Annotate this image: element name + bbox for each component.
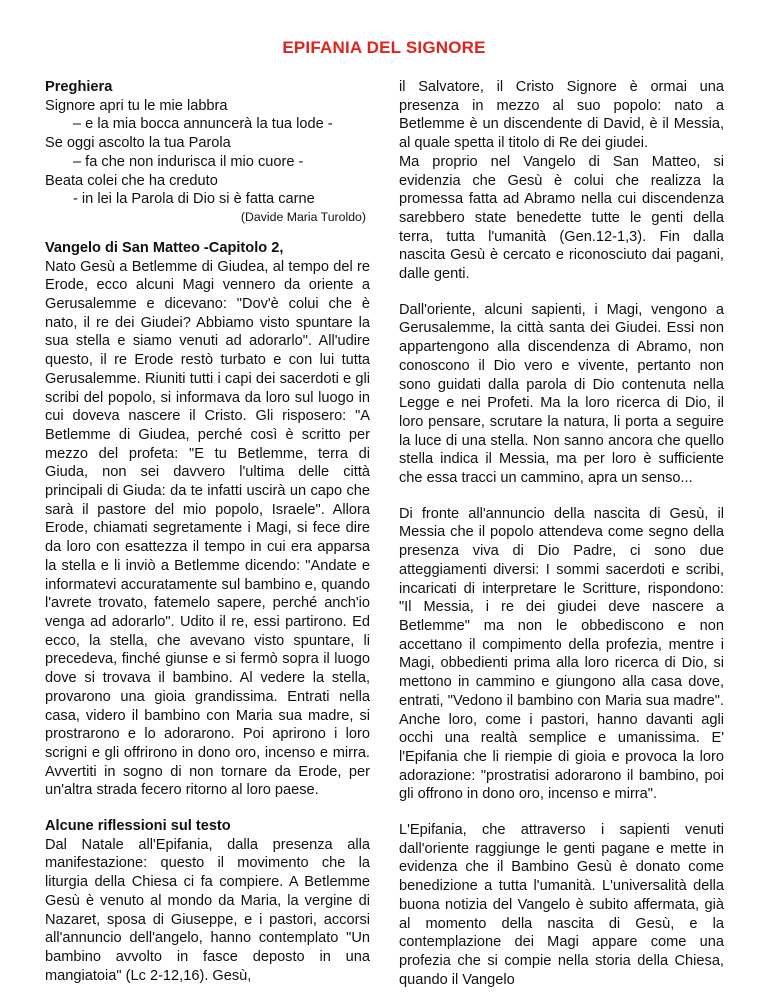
reflections-section [45,817,370,985]
right-column [399,78,724,989]
prayer-line: Signore apri tu le mie labbra [45,97,228,114]
prayer-line: – fa che non indurisca il mio cuore - [73,153,304,170]
prayer-line: – e la mia bocca annuncerà la tua lode - [73,116,333,133]
page-title: EPIFANIA DEL SIGNORE [282,38,486,57]
gospel-text: Nato Gesù a Betlemme di Giudea, al tempo del re Erode, ecco alcuni Magi vennero da oriente a Gerusalemme e dicevano: "Dov'è colui che è nato, il re dei Giudei? Abbiamo visto spuntare la sua stella e siamo venuti ad adorarlo". All'udire questo, il re Erode restò turbato e con lui tutta Gerusalemme. Riuniti tutti i capi dei sacerdoti e gli scribi del popolo, si informava da loro sul luogo in cui doveva nascere il Cristo. Gli risposero: "A Betlemme di Giudea, perché così è scritto per mezzo del profeta: "E tu Betlemme, terra di Giuda, non sei davvero l'ultima delle città principali di Giuda: da te infatti uscirà un capo che sarà il pastore del mio popolo, Israele". Allora Erode, chiamati segretamente i Magi, si fece dire da loro con esattezza il tempo in cui era apparsa la stella e li inviò a Betlemme dicendo: "Andate e informatevi accuratamente sul bambino e, quando l'avrete trovato, fatemelo sapere, perché anch'io venga ad adorarlo". Udito il re, essi partirono. Ed ecco, la stella, che avevano visto spuntare, li precedeva, finché giunse e si fermò sopra il luogo dove si trovava il bambino. Al vedere la stella, provarono una gioia grandissima. Entrati nella casa, videro il bambino con Maria sua madre, si prostrarono e lo adorarono. Poi aprirono i loro scrigni e gli offrirono in dono oro, incenso e mirra. Avvertiti in sogno di non tornare da Erode, per un'altra strada fecero ritorno al loro paese. [45,258,370,799]
prayer-citation: (Davide Maria Turoldo) [240,209,366,224]
right-paragraph: Dall'oriente, alcuni sapienti, i Magi, vengono a Gerusalemme, la città santa dei Giudei. Essi non appartengono alla discendenza di Abramo, non conoscono il Dio vero e vivente, pertanto non sono guidati dalla parola di Dio contenuta nella Legge e nei Profeti. Ma la loro ricerca di Dio, il loro pensare, scrutare la natura, li porta a seguire la luce di una stella. Non sanno ancora che quello stella indica il Messia, ma per loro è sufficiente che essa tracci un cammino, apra un senso... [399,301,724,487]
right-paragraph: L'Epifania, che attraverso i sapienti venuti dall'oriente raggiunge le genti pagane e mette in evidenza che il Bambino Gesù è donato come benedizione a tutta l'umanità. L'universalità della buona notizia del Vangelo è subito affermata, già al momento della nascita di Gesù, e la contemplazione dei Magi appare come una profezia che si compie nella storia della Chiesa, quando il Vangelo [399,822,724,988]
reflections-heading: Alcune riflessioni sul testo [45,818,231,835]
prayer-section [45,78,370,225]
reflections-text: Dal Natale all'Epifania, dalla presenza alla manifestazione: questo il movimento che la liturgia della Chiesa ci fa compiere. A Betlemme Gesù è venuto al mondo da Maria, la vergine di Nazaret, sposa di Giuseppe, e i pastori, accorsi all'annuncio dell'angelo, hanno contemplato "Un bambino avvolto in fasce deposto in una mangiatoia" (Lc 2-12,16). Gesù, [45,836,370,984]
right-paragraph: Di fronte all'annuncio della nascita di Gesù, il Messia che il popolo attendeva come segno della presenza viva di Dio Padre, ci sono due atteggiamenti diversi: I sommi sacerdoti e scribi, incaricati di interpretare le Scritture, rispondono: "Il Messia, i re dei giudei deve nascere a Betlemme" ma non le obbediscono e non accettano il compimento della profezia, mentre i Magi, obbedienti prima alla loro ricerca di Dio, si mettono in cammino e giungono alla casa dove, entrati, "Vedono il bambino con Maria sua madre". Anche loro, come i pastori, hanno davanti agli occhi una realtà semplice e umanissima. E' l'Epifania che li riempie di gioia e provoca la loro adorazione: "prostratisi adorarono il bambino, poi gli offrono in dono oro, incenso e mirra". [399,505,724,803]
gospel-heading: Vangelo di San Matteo -Capitolo 2, [45,239,284,256]
right-paragraph: il Salvatore, il Cristo Signore è ormai una presenza in mezzo al suo popolo: nato a Betlemme è un discendente di David, è il Messia, al quale spetta il titolo di Re dei giudei. Ma proprio nel Vangelo di San Matteo, si evidenzia che Gesù è colui che realizza la promessa fatta ad Abramo nella cui discendenza sarebbero state benedette tutte le genti della terra, tutta l'umanità (Gen.12-1,3). Fin dalla nascita Gesù è cercato e riconosciuto dai pagani, dalle genti. [399,79,724,283]
gospel-section [45,239,370,800]
prayer-line: Beata colei che ha creduto [45,172,218,189]
left-column [45,78,370,985]
prayer-line: - in lei la Parola di Dio si è fatta carne [73,191,315,208]
prayer-heading: Preghiera [45,79,113,95]
prayer-line: Se oggi ascolto la tua Parola [45,135,231,152]
